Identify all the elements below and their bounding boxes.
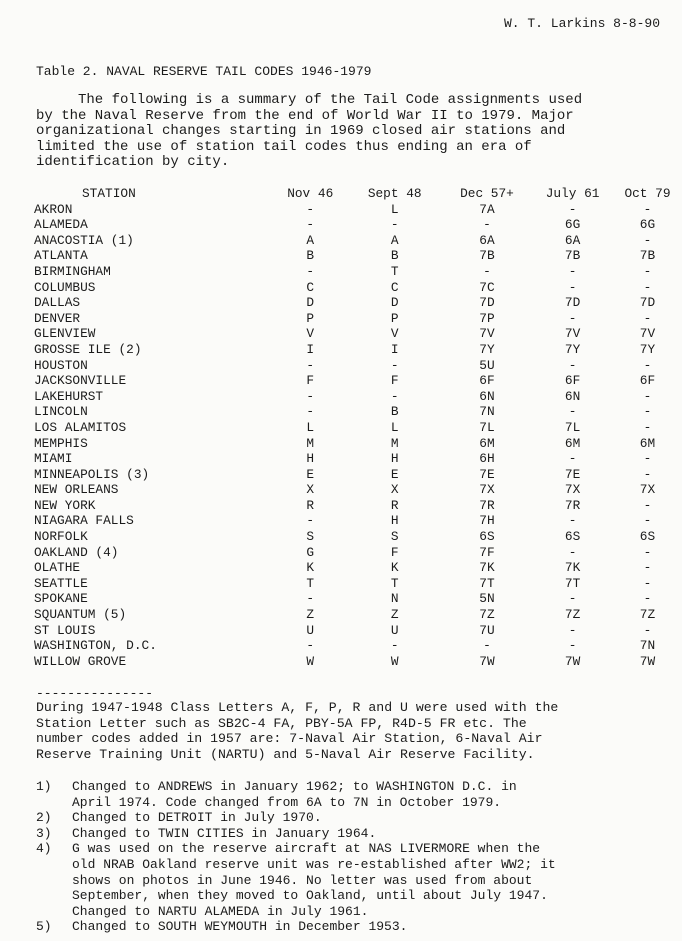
nov46-code-cell: I bbox=[306, 341, 315, 357]
nov46-code-cell: D bbox=[306, 295, 315, 311]
nov46-code-cell: L bbox=[306, 419, 315, 435]
sept48-code-cell: L bbox=[390, 419, 399, 435]
station-name-cell: MEMPHIS bbox=[34, 435, 88, 451]
footnote-line bbox=[36, 857, 666, 873]
nov46-code-cell: - bbox=[306, 388, 315, 404]
sept48-code-cell: Z bbox=[390, 607, 399, 623]
nov46-code-cell: S bbox=[306, 529, 315, 545]
dec57-code-cell: 7D bbox=[479, 295, 495, 311]
july61-code-cell: 7L bbox=[564, 419, 581, 435]
table-body bbox=[34, 202, 682, 670]
oct79-code-cell: 6G bbox=[639, 217, 656, 233]
footnote-text: old NRAB Oakland reserve unit was re-established after WW2; it bbox=[72, 856, 556, 872]
table-row bbox=[34, 389, 682, 405]
station-name-cell: LAKEHURST bbox=[34, 388, 104, 404]
dec57-code-cell: 7W bbox=[479, 653, 495, 669]
july61-code-cell: - bbox=[568, 451, 577, 467]
sept48-code-cell: S bbox=[390, 529, 399, 545]
table-row bbox=[34, 280, 682, 296]
nov46-code-cell: W bbox=[306, 653, 315, 669]
sept48-code-cell: - bbox=[390, 638, 399, 654]
sept48-code-cell: C bbox=[390, 279, 399, 295]
oct79-code-cell: - bbox=[643, 544, 652, 560]
oct79-code-cell: - bbox=[643, 497, 652, 513]
table-header-row bbox=[34, 186, 682, 202]
july61-code-cell: 6G bbox=[564, 217, 581, 233]
oct79-code-cell: 7X bbox=[639, 482, 656, 498]
station-name-cell: ALAMEDA bbox=[34, 217, 88, 233]
oct79-code-cell: 6S bbox=[639, 529, 656, 545]
july61-code-cell: - bbox=[568, 544, 577, 560]
sept48-code-cell: - bbox=[390, 388, 399, 404]
table-row bbox=[34, 326, 682, 342]
dec57-code-cell: 6N bbox=[479, 388, 495, 404]
footnote-line bbox=[36, 795, 666, 811]
table-row bbox=[34, 482, 682, 498]
sept48-code-cell: H bbox=[390, 451, 399, 467]
dec57-code-cell: 7R bbox=[479, 497, 495, 513]
sept48-code-cell: N bbox=[390, 591, 399, 607]
oct79-code-cell: - bbox=[643, 357, 652, 373]
table-row bbox=[34, 623, 682, 639]
july61-code-cell: 6N bbox=[564, 388, 581, 404]
station-name-cell: JACKSONVILLE bbox=[34, 373, 127, 389]
column-header-station: STATION bbox=[82, 186, 136, 201]
footnote-line bbox=[36, 810, 666, 826]
table-row bbox=[34, 233, 682, 249]
july61-code-cell: 6S bbox=[564, 529, 581, 545]
footnote-number: 3) bbox=[36, 825, 52, 841]
table-row bbox=[34, 451, 682, 467]
july61-code-cell: - bbox=[568, 622, 577, 638]
dec57-code-cell: 7Z bbox=[479, 607, 495, 623]
sept48-code-cell: E bbox=[390, 466, 399, 482]
sept48-code-cell: X bbox=[390, 482, 399, 498]
footnote-number: 4) bbox=[36, 841, 52, 857]
july61-code-cell: 7Z bbox=[564, 607, 581, 623]
intro-line: by the Naval Reserve from the end of World War II to 1979. Major bbox=[36, 107, 574, 124]
dec57-code-cell: 7P bbox=[479, 310, 495, 326]
nov46-code-cell: - bbox=[306, 404, 315, 420]
nov46-code-cell: C bbox=[306, 279, 315, 295]
station-name-cell: BIRMINGHAM bbox=[34, 263, 111, 279]
footnote-text: April 1974. Code changed from 6A to 7N in October 1979. bbox=[72, 794, 502, 810]
nov46-code-cell: - bbox=[306, 513, 315, 529]
table-row bbox=[34, 545, 682, 561]
july61-code-cell: - bbox=[568, 638, 577, 654]
oct79-code-cell: - bbox=[643, 310, 652, 326]
station-name-cell: NEW ORLEANS bbox=[34, 482, 119, 498]
column-header-oct79: Oct 79 bbox=[624, 186, 671, 201]
sept48-code-cell: F bbox=[390, 373, 399, 389]
sept48-code-cell: - bbox=[390, 357, 399, 373]
oct79-code-cell: - bbox=[643, 201, 652, 217]
table-row bbox=[34, 217, 682, 233]
table-row bbox=[34, 436, 682, 452]
sept48-code-cell: B bbox=[390, 404, 399, 420]
station-name-cell: ATLANTA bbox=[34, 248, 88, 264]
dec57-code-cell: 7V bbox=[479, 326, 495, 342]
dec57-code-cell: 7T bbox=[479, 575, 495, 591]
sept48-code-cell: B bbox=[390, 248, 399, 264]
oct79-code-cell: - bbox=[643, 591, 652, 607]
sept48-code-cell: A bbox=[390, 232, 399, 248]
dec57-code-cell: 7B bbox=[479, 248, 495, 264]
nov46-code-cell: - bbox=[306, 201, 315, 217]
station-name-cell: MINNEAPOLIS (3) bbox=[34, 466, 150, 482]
nov46-code-cell: X bbox=[306, 482, 315, 498]
dec57-code-cell: 7X bbox=[479, 482, 495, 498]
july61-code-cell: - bbox=[568, 591, 577, 607]
station-name-cell: OAKLAND (4) bbox=[34, 544, 119, 560]
oct79-code-cell: - bbox=[643, 263, 652, 279]
station-name-cell: SPOKANE bbox=[34, 591, 88, 607]
station-name-cell: SQUANTUM (5) bbox=[34, 607, 127, 623]
station-name-cell: SEATTLE bbox=[34, 575, 88, 591]
july61-code-cell: - bbox=[568, 201, 577, 217]
footnote-text: Changed to DETROIT in July 1970. bbox=[72, 810, 322, 826]
oct79-code-cell: - bbox=[643, 560, 652, 576]
footnote-number bbox=[36, 873, 72, 889]
july61-code-cell: 7K bbox=[564, 560, 581, 576]
station-name-cell: DENVER bbox=[34, 310, 81, 326]
july61-code-cell: 7R bbox=[564, 497, 581, 513]
station-name-cell: DALLAS bbox=[34, 295, 81, 311]
nov46-code-cell: H bbox=[306, 451, 315, 467]
table-row bbox=[34, 295, 682, 311]
footnote-text: G was used on the reserve aircraft at NAS LIVERMORE when the bbox=[72, 841, 541, 857]
table-row bbox=[34, 560, 682, 576]
nov46-code-cell: P bbox=[306, 310, 315, 326]
dec57-code-cell: 6M bbox=[479, 435, 495, 451]
nov46-code-cell: Z bbox=[306, 607, 315, 623]
oct79-code-cell: - bbox=[643, 451, 652, 467]
table-row bbox=[34, 576, 682, 592]
nov46-code-cell: - bbox=[306, 217, 315, 233]
footnote-number: 1) bbox=[36, 779, 52, 794]
footnote-text: Changed to SOUTH WEYMOUTH in December 1953. bbox=[72, 919, 408, 935]
station-name-cell: WASHINGTON, D.C. bbox=[34, 638, 157, 654]
oct79-code-cell: - bbox=[643, 279, 652, 295]
nov46-code-cell: U bbox=[306, 622, 315, 638]
table-row bbox=[34, 591, 682, 607]
dec57-code-cell: 7A bbox=[479, 201, 495, 217]
footnote-line bbox=[36, 919, 666, 935]
footnote-number: 5) bbox=[36, 919, 52, 935]
nov46-code-cell: F bbox=[306, 373, 315, 389]
dec57-code-cell: 7C bbox=[479, 279, 495, 295]
sept48-code-cell: T bbox=[390, 575, 399, 591]
station-name-cell: OLATHE bbox=[34, 560, 81, 576]
july61-code-cell: 7X bbox=[564, 482, 581, 498]
intro-line: identification by city. bbox=[36, 154, 230, 170]
oct79-code-cell: 7Y bbox=[639, 341, 656, 357]
july61-code-cell: 6M bbox=[564, 435, 581, 451]
nov46-code-cell: E bbox=[306, 466, 315, 482]
station-name-cell: NEW YORK bbox=[34, 497, 96, 513]
oct79-code-cell: - bbox=[643, 466, 652, 482]
column-header-sept48: Sept 48 bbox=[367, 186, 422, 201]
dec57-code-cell: - bbox=[483, 217, 491, 233]
july61-code-cell: 7T bbox=[564, 575, 581, 591]
dec57-code-cell: 7E bbox=[479, 466, 495, 482]
column-header-dec57: Dec 57+ bbox=[460, 186, 514, 201]
dec57-code-cell: - bbox=[483, 638, 491, 654]
station-name-cell: HOUSTON bbox=[34, 357, 88, 373]
table-title: Table 2. NAVAL RESERVE TAIL CODES 1946-1979 bbox=[36, 64, 372, 79]
sept48-code-cell: H bbox=[390, 513, 399, 529]
oct79-code-cell: - bbox=[643, 388, 652, 404]
july61-code-cell: 7V bbox=[564, 326, 581, 342]
column-header-nov46: Nov 46 bbox=[287, 186, 334, 201]
intro-line: The following is a summary of the Tail Code assignments used bbox=[36, 92, 583, 108]
july61-code-cell: 6F bbox=[564, 373, 581, 389]
table-row bbox=[34, 529, 682, 545]
table-row bbox=[34, 607, 682, 623]
station-name-cell: LOS ALAMITOS bbox=[34, 419, 127, 435]
table-row bbox=[34, 358, 682, 374]
station-name-cell: GLENVIEW bbox=[34, 326, 96, 342]
oct79-code-cell: - bbox=[643, 575, 652, 591]
sept48-code-cell: M bbox=[390, 435, 399, 451]
table-row bbox=[34, 373, 682, 389]
oct79-code-cell: 7W bbox=[639, 653, 656, 669]
nov46-code-cell: - bbox=[306, 591, 315, 607]
note-line: number codes added in 1957 are: 7-Naval Air Station, 6-Naval Air bbox=[36, 731, 543, 747]
oct79-code-cell: - bbox=[643, 419, 652, 435]
july61-code-cell: - bbox=[568, 279, 577, 295]
table-row bbox=[34, 311, 682, 327]
table-row bbox=[34, 202, 682, 218]
sept48-code-cell: K bbox=[390, 560, 399, 576]
author-date-header: W. T. Larkins 8-8-90 bbox=[503, 16, 660, 31]
sept48-code-cell: R bbox=[390, 497, 399, 513]
station-name-cell: MIAMI bbox=[34, 451, 73, 467]
nov46-code-cell: B bbox=[306, 248, 315, 264]
sept48-code-cell: T bbox=[390, 263, 399, 279]
july61-code-cell: - bbox=[568, 513, 577, 529]
dec57-code-cell: 6F bbox=[479, 373, 495, 389]
sept48-code-cell: I bbox=[390, 341, 399, 357]
footnote-text: Changed to ANDREWS in January 1962; to WASHINGTON D.C. in bbox=[72, 779, 517, 794]
table-row bbox=[34, 404, 682, 420]
footnote-line bbox=[36, 888, 666, 904]
nov46-code-cell: R bbox=[306, 497, 315, 513]
station-name-cell: ST LOUIS bbox=[34, 622, 96, 638]
footnote-number bbox=[36, 795, 72, 811]
july61-code-cell: - bbox=[568, 310, 577, 326]
sept48-code-cell: F bbox=[390, 544, 399, 560]
nov46-code-cell: M bbox=[306, 435, 315, 451]
table-row bbox=[34, 513, 682, 529]
sept48-code-cell: - bbox=[390, 217, 399, 233]
footnote-number bbox=[36, 857, 72, 873]
oct79-code-cell: 7D bbox=[639, 295, 656, 311]
july61-code-cell: 7Y bbox=[564, 341, 581, 357]
station-name-cell: COLUMBUS bbox=[34, 279, 96, 295]
sept48-code-cell: W bbox=[390, 653, 399, 669]
oct79-code-cell: 7B bbox=[639, 248, 656, 264]
station-name-cell: WILLOW GROVE bbox=[34, 653, 127, 669]
note-line: During 1947-1948 Class Letters A, F, P, R and U were used with the bbox=[36, 700, 559, 715]
dec57-code-cell: 6A bbox=[479, 232, 495, 248]
oct79-code-cell: 6F bbox=[639, 373, 656, 389]
footnote-number: 2) bbox=[36, 810, 52, 826]
column-header-july61: July 61 bbox=[545, 186, 600, 201]
table-row bbox=[34, 420, 682, 436]
dec57-code-cell: - bbox=[483, 263, 491, 279]
intro-line: limited the use of station tail codes thus ending an era of bbox=[36, 138, 532, 155]
footnote-line bbox=[36, 904, 666, 920]
footnote-line bbox=[36, 841, 666, 857]
class-letters-note bbox=[36, 700, 656, 762]
table-row bbox=[34, 467, 682, 483]
footnote-text: shows on photos in June 1946. No letter was used from about bbox=[72, 872, 533, 888]
footnote-text: September, when they moved to Oakland, until about July 1947. bbox=[72, 888, 548, 904]
tail-codes-table bbox=[34, 186, 682, 669]
nov46-code-cell: V bbox=[306, 326, 315, 342]
footnote-line bbox=[36, 779, 666, 795]
oct79-code-cell: - bbox=[643, 513, 652, 529]
sept48-code-cell: D bbox=[390, 295, 399, 311]
table-row bbox=[34, 498, 682, 514]
separator-line: --------------- bbox=[36, 686, 154, 701]
note-line: Station Letter such as SB2C-4 FA, PBY-5A FP, R4D-5 FR etc. The bbox=[36, 715, 527, 731]
table-row bbox=[34, 248, 682, 264]
july61-code-cell: 7W bbox=[564, 653, 581, 669]
july61-code-cell: 7D bbox=[564, 295, 581, 311]
note-line: Reserve Training Unit (NARTU) and 5-Naval Air Reserve Facility. bbox=[36, 746, 535, 762]
dec57-code-cell: 5U bbox=[479, 357, 495, 373]
oct79-code-cell: - bbox=[643, 232, 652, 248]
oct79-code-cell: 6M bbox=[639, 435, 656, 451]
dec57-code-cell: 7N bbox=[479, 404, 495, 420]
sept48-code-cell: V bbox=[390, 326, 399, 342]
july61-code-cell: 7B bbox=[564, 248, 581, 264]
sept48-code-cell: U bbox=[390, 622, 399, 638]
july61-code-cell: 6A bbox=[564, 232, 581, 248]
table-row bbox=[34, 264, 682, 280]
july61-code-cell: - bbox=[568, 263, 577, 279]
oct79-code-cell: - bbox=[643, 622, 652, 638]
nov46-code-cell: G bbox=[306, 544, 315, 560]
table-row bbox=[34, 638, 682, 654]
july61-code-cell: 7E bbox=[564, 466, 581, 482]
dec57-code-cell: 5N bbox=[479, 591, 495, 607]
dec57-code-cell: 6S bbox=[479, 529, 495, 545]
dec57-code-cell: 7K bbox=[479, 560, 495, 576]
station-name-cell: AKRON bbox=[34, 201, 73, 217]
nov46-code-cell: - bbox=[306, 638, 315, 654]
footnote-line bbox=[36, 873, 666, 889]
station-name-cell: NORFOLK bbox=[34, 529, 88, 545]
oct79-code-cell: - bbox=[643, 404, 652, 420]
footnote-line bbox=[36, 826, 666, 842]
intro-paragraph bbox=[36, 93, 656, 171]
nov46-code-cell: K bbox=[306, 560, 315, 576]
july61-code-cell: - bbox=[568, 404, 577, 420]
dec57-code-cell: 7Y bbox=[479, 341, 495, 357]
dec57-code-cell: 7U bbox=[479, 622, 495, 638]
footnote-number bbox=[36, 888, 72, 904]
oct79-code-cell: 7V bbox=[639, 326, 656, 342]
nov46-code-cell: - bbox=[306, 263, 315, 279]
dec57-code-cell: 7L bbox=[479, 419, 495, 435]
dec57-code-cell: 7H bbox=[479, 513, 495, 529]
oct79-code-cell: 7N bbox=[639, 638, 656, 654]
nov46-code-cell: A bbox=[306, 232, 315, 248]
footnote-number bbox=[36, 904, 72, 920]
dec57-code-cell: 6H bbox=[479, 451, 495, 467]
dec57-code-cell: 7F bbox=[479, 544, 495, 560]
station-name-cell: ANACOSTIA (1) bbox=[34, 232, 134, 248]
sept48-code-cell: L bbox=[390, 201, 399, 217]
nov46-code-cell: T bbox=[306, 575, 315, 591]
footnotes bbox=[36, 779, 666, 935]
station-name-cell: NIAGARA FALLS bbox=[34, 513, 134, 529]
table-row bbox=[34, 654, 682, 670]
nov46-code-cell: - bbox=[306, 357, 315, 373]
july61-code-cell: - bbox=[568, 357, 577, 373]
station-name-cell: GROSSE ILE (2) bbox=[34, 341, 142, 357]
table-row bbox=[34, 342, 682, 358]
footnote-text: Changed to NARTU ALAMEDA in July 1961. bbox=[72, 903, 369, 919]
sept48-code-cell: P bbox=[390, 310, 399, 326]
footnote-text: Changed to TWIN CITIES in January 1964. bbox=[72, 825, 377, 841]
station-name-cell: LINCOLN bbox=[34, 404, 88, 420]
intro-line: organizational changes starting in 1969 closed air stations and bbox=[36, 123, 566, 139]
oct79-code-cell: 7Z bbox=[639, 607, 656, 623]
